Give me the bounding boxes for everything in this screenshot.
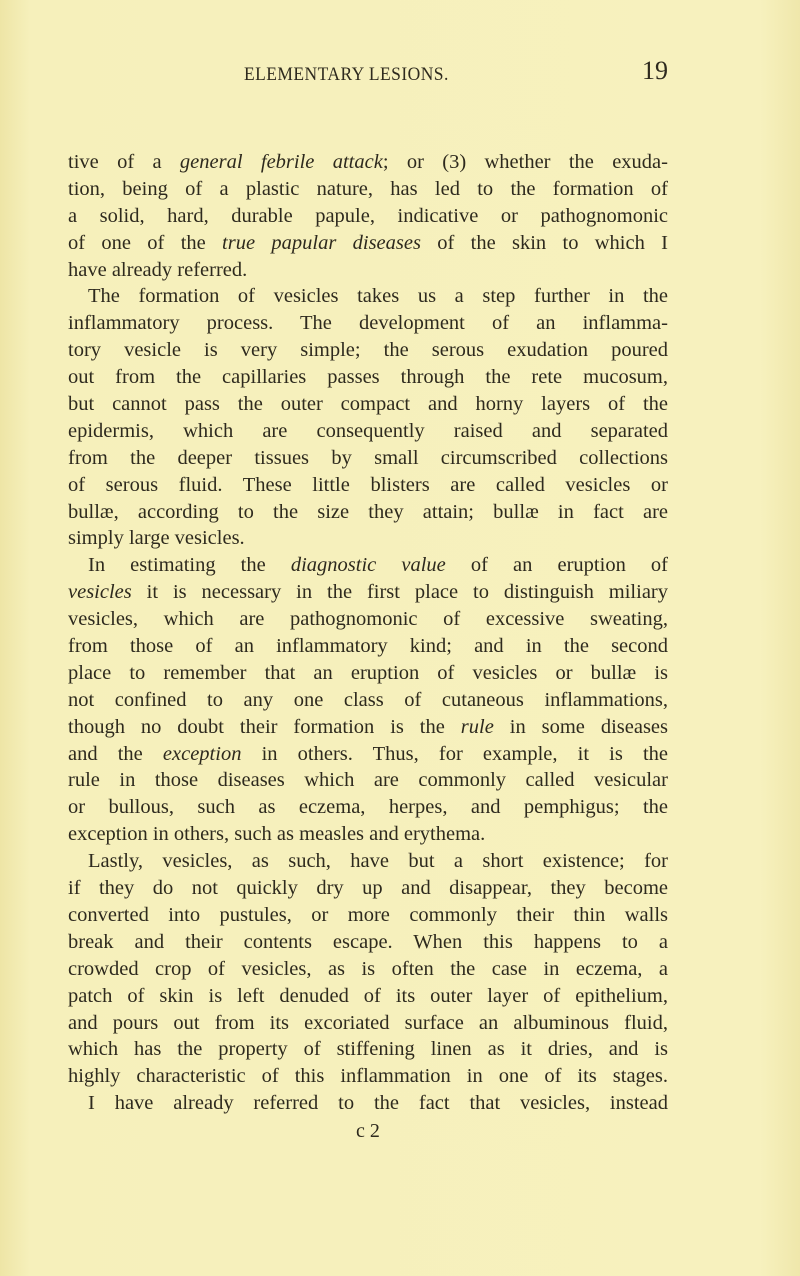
text-line bbox=[68, 848, 668, 875]
text-segment: tory vesicle is very simple; the serous exudation poured bbox=[68, 339, 668, 362]
italic-text: diagnostic value bbox=[290, 554, 446, 577]
text-line bbox=[68, 821, 668, 848]
text-segment: exception in others, such as measles and erythema. bbox=[68, 823, 486, 846]
text-segment: out from the capillaries passes through the rete mucosum, bbox=[68, 366, 668, 389]
text-line bbox=[68, 794, 668, 821]
text-line bbox=[68, 956, 668, 983]
text-line bbox=[68, 983, 668, 1010]
text-segment: of the skin to which I bbox=[420, 231, 668, 254]
text-line bbox=[68, 1090, 668, 1117]
text-segment: from those of an inflammatory kind; and in the second bbox=[68, 635, 668, 658]
text-segment: of one of the bbox=[68, 231, 223, 254]
text-line bbox=[68, 1063, 668, 1090]
text-line bbox=[68, 283, 668, 310]
text-segment: In estimating the bbox=[88, 554, 291, 577]
text-line bbox=[68, 310, 668, 337]
text-line bbox=[68, 257, 668, 284]
text-segment: simply large vesicles. bbox=[68, 527, 245, 550]
text-line bbox=[68, 687, 668, 714]
text-line bbox=[68, 445, 668, 472]
text-line bbox=[68, 633, 668, 660]
text-segment: and pours out from its excoriated surface an albuminous fluid, bbox=[68, 1011, 668, 1034]
text-segment: tive of a bbox=[68, 151, 180, 173]
text-line bbox=[68, 149, 668, 176]
page-number: 19 bbox=[642, 56, 668, 85]
text-segment: not confined to any one class of cutaneous inflammations, bbox=[68, 688, 668, 711]
text-segment: it is necessary in the first place to distinguish miliary bbox=[131, 581, 668, 604]
text-segment: of an eruption of bbox=[445, 554, 668, 577]
text-segment: crowded crop of vesicles, as is often the case in eczema, a bbox=[68, 957, 668, 980]
running-head: ELEMENTARY LESIONS. bbox=[244, 64, 449, 85]
text-line bbox=[68, 391, 668, 418]
text-line bbox=[68, 767, 668, 794]
text-line bbox=[68, 579, 668, 606]
text-line bbox=[68, 660, 668, 687]
text-segment: which has the property of stiffening linen as it dries, and is bbox=[68, 1038, 668, 1061]
text-segment: I have already referred to the fact that vesicles, instead bbox=[88, 1092, 668, 1115]
text-line bbox=[68, 606, 668, 633]
text-line bbox=[68, 902, 668, 929]
text-line bbox=[68, 552, 668, 579]
text-segment: ; or (3) whether the exuda- bbox=[382, 151, 668, 173]
text-segment: of serous fluid. These little blisters are called vesicles or bbox=[68, 473, 668, 496]
text-line bbox=[68, 525, 668, 552]
text-segment: though no doubt their formation is the bbox=[68, 715, 461, 738]
text-segment: a solid, hard, durable papule, indicative or pathognomonic bbox=[68, 204, 668, 227]
text-line bbox=[68, 1010, 668, 1037]
text-segment: place to remember that an eruption of vesicles or bullæ is bbox=[68, 661, 668, 684]
text-segment: and the bbox=[68, 742, 163, 765]
text-line bbox=[68, 203, 668, 230]
italic-text: rule bbox=[460, 715, 494, 738]
text-line bbox=[68, 499, 668, 526]
text-segment: epidermis, which are consequently raised and separated bbox=[68, 419, 668, 442]
text-line bbox=[68, 714, 668, 741]
text-segment: vesicles, which are pathognomonic of excessive sweating, bbox=[68, 608, 668, 631]
text-segment: in others. Thus, for example, it is the bbox=[241, 742, 668, 765]
text-line bbox=[68, 929, 668, 956]
body-text bbox=[68, 149, 668, 1117]
text-line bbox=[68, 875, 668, 902]
italic-text: vesicles bbox=[68, 581, 132, 604]
text-segment: but cannot pass the outer compact and horny layers of the bbox=[68, 393, 668, 416]
text-line bbox=[68, 472, 668, 499]
text-line bbox=[68, 176, 668, 203]
italic-text: general febrile attack bbox=[179, 151, 383, 173]
text-segment: if they do not quickly dry up and disappear, they become bbox=[68, 877, 668, 900]
text-segment: The formation of vesicles takes us a step further in the bbox=[88, 285, 668, 308]
text-line bbox=[68, 741, 668, 768]
text-segment: have already referred. bbox=[68, 258, 248, 281]
italic-text: exception bbox=[162, 742, 242, 765]
text-segment: rule in those diseases which are commonly called vesicular bbox=[68, 769, 668, 792]
text-segment: highly characteristic of this inflammation in one of its stages. bbox=[68, 1065, 668, 1088]
text-segment: inflammatory process. The development of an inflamma- bbox=[68, 312, 668, 335]
italic-text: true papular diseases bbox=[222, 231, 421, 254]
text-line bbox=[68, 1036, 668, 1063]
text-segment: patch of skin is left denuded of its outer layer of epithelium, bbox=[68, 984, 668, 1007]
text-segment: bullæ, according to the size they attain; bullæ in fact are bbox=[68, 500, 668, 523]
text-line bbox=[68, 418, 668, 445]
text-segment: in some diseases bbox=[493, 715, 668, 738]
text-line bbox=[68, 364, 668, 391]
text-segment: Lastly, vesicles, as such, have but a short existence; for bbox=[88, 850, 668, 873]
text-segment: or bullous, such as eczema, herpes, and pemphigus; the bbox=[68, 796, 668, 819]
text-segment: break and their contents escape. When this happens to a bbox=[68, 930, 668, 953]
text-line bbox=[68, 230, 668, 257]
text-segment: from the deeper tissues by small circumscribed collections bbox=[68, 446, 668, 469]
text-segment: converted into pustules, or more commonly their thin walls bbox=[68, 903, 668, 926]
text-segment: tion, being of a plastic nature, has led to the formation of bbox=[68, 177, 668, 200]
signature-mark: c 2 bbox=[356, 1120, 380, 1142]
text-line bbox=[68, 337, 668, 364]
